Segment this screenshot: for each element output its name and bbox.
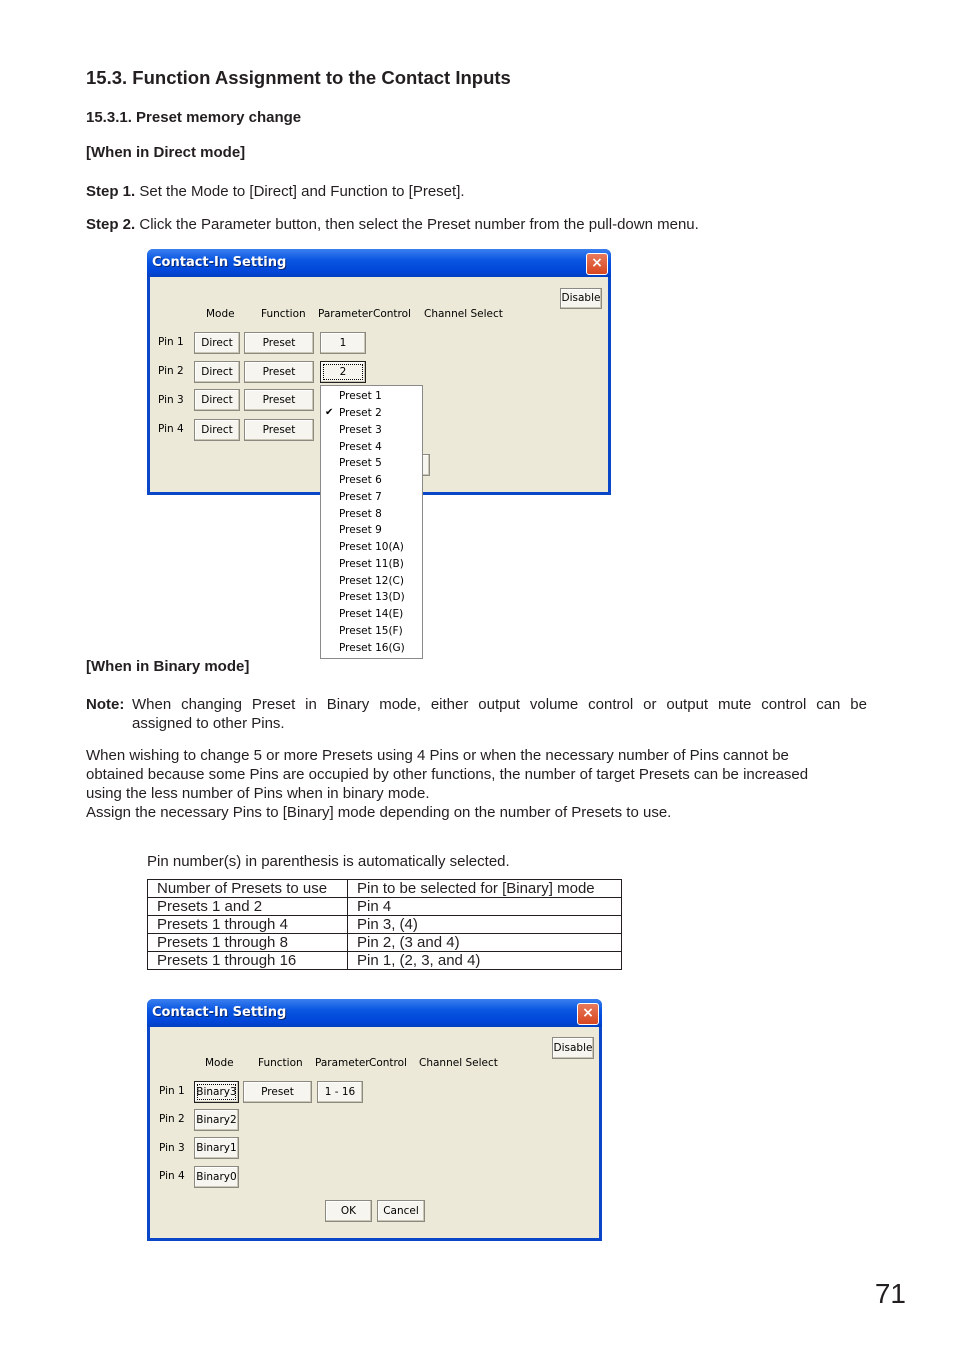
pin-4-label: Pin 4 — [159, 1170, 185, 1182]
cancel-button[interactable]: Cancel — [377, 1200, 425, 1222]
header-mode: Mode — [206, 308, 235, 320]
pin-3-mode-button[interactable]: Direct — [194, 389, 240, 411]
pin-4-function-button[interactable]: Preset — [244, 419, 314, 441]
title-bar — [147, 249, 611, 277]
table-cell: Presets 1 through 4 — [148, 916, 348, 934]
pin-2-parameter-button[interactable]: 2 — [320, 361, 366, 383]
para-line-2: obtained because some Pins are occupied by other functions, the number of target Presets can be increased — [86, 766, 809, 783]
table-cell: Pin 2, (3 and 4) — [348, 934, 622, 952]
header-parameter: Parameter — [315, 1057, 370, 1069]
table-row — [148, 916, 622, 934]
header-control: Control — [369, 1057, 407, 1069]
pin-1-parameter-button[interactable]: 1 - 16 — [317, 1081, 363, 1103]
note-line-2: assigned to other Pins. — [132, 715, 285, 732]
check-icon: ✔ — [325, 407, 334, 418]
page-number: 71 — [874, 1278, 906, 1309]
menu-item-preset-7[interactable]: Preset 7 — [339, 491, 382, 503]
menu-item-preset-9[interactable]: Preset 9 — [339, 524, 382, 536]
title-bar — [147, 999, 602, 1027]
close-icon[interactable]: × — [577, 1003, 599, 1025]
pin-3-label: Pin 3 — [159, 1142, 185, 1154]
para-line-4: Assign the necessary Pins to [Binary] mode depending on the number of Presets to use. — [86, 804, 672, 821]
header-parameter: Parameter — [318, 308, 373, 320]
menu-item-preset-1[interactable]: Preset 1 — [339, 390, 382, 402]
menu-item-preset-13[interactable]: Preset 13(D) — [339, 591, 405, 603]
step-2 — [86, 215, 699, 234]
step-2-text: Click the Parameter button, then select the Preset number from the pull-down menu. — [139, 216, 699, 233]
header-function: Function — [261, 308, 306, 320]
pin-2-label: Pin 2 — [158, 365, 184, 377]
menu-item-preset-5[interactable]: Preset 5 — [339, 457, 382, 469]
pin-1-function-button[interactable]: Preset — [244, 332, 314, 354]
binary-explanation — [86, 746, 867, 822]
dialog-title: Contact-In Setting — [152, 255, 287, 270]
header-function: Function — [258, 1057, 303, 1069]
menu-item-preset-12[interactable]: Preset 12(C) — [339, 575, 404, 587]
note-line-1: When changing Preset in Binary mode, either output volume control or output mute control can be — [132, 696, 867, 713]
pin-1-label: Pin 1 — [159, 1085, 185, 1097]
menu-item-preset-16[interactable]: Preset 16(G) — [339, 642, 405, 654]
table-cell: Presets 1 through 16 — [148, 952, 348, 970]
pin-4-label: Pin 4 — [158, 423, 184, 435]
menu-item-preset-11[interactable]: Preset 11(B) — [339, 558, 404, 570]
table-cell: Presets 1 and 2 — [148, 898, 348, 916]
table-cell: Pin 3, (4) — [348, 916, 622, 934]
pin-4-mode-button[interactable]: Direct — [194, 419, 240, 441]
pin-4-mode-button[interactable]: Binary0 — [194, 1166, 239, 1188]
pin-1-label: Pin 1 — [158, 336, 184, 348]
pin-3-mode-button[interactable]: Binary1 — [194, 1137, 239, 1159]
subsection-title: 15.3.1. Preset memory change — [86, 109, 302, 126]
pin-1-function-button[interactable]: Preset — [243, 1081, 312, 1103]
menu-item-preset-15[interactable]: Preset 15(F) — [339, 625, 403, 637]
para-line-1: When wishing to change 5 or more Presets using 4 Pins or when the necessary number of Pins cannot be — [86, 747, 789, 764]
pin-2-mode-button[interactable]: Direct — [194, 361, 240, 383]
close-icon[interactable]: × — [586, 253, 608, 275]
binary-mode-heading: [When in Binary mode] — [86, 658, 250, 675]
menu-item-preset-4[interactable]: Preset 4 — [339, 441, 382, 453]
note — [86, 695, 867, 732]
pin-3-function-button[interactable]: Preset — [244, 389, 314, 411]
section-title: 15.3. Function Assignment to the Contact Inputs — [86, 67, 511, 88]
table-row — [148, 898, 622, 916]
preset-dropdown-menu — [320, 385, 423, 659]
table-cell: Presets 1 through 8 — [148, 934, 348, 952]
direct-mode-heading: [When in Direct mode] — [86, 144, 246, 161]
dialog-body — [150, 1027, 599, 1238]
header-channel-select: Channel Select — [424, 308, 503, 320]
menu-item-preset-14[interactable]: Preset 14(E) — [339, 608, 404, 620]
pin-3-label: Pin 3 — [158, 394, 184, 406]
dialog-title: Contact-In Setting — [152, 1005, 287, 1020]
menu-item-preset-6[interactable]: Preset 6 — [339, 474, 382, 486]
note-label: Note: — [86, 696, 125, 713]
header-control: Control — [373, 308, 411, 320]
step-1 — [86, 182, 465, 201]
pin-1-mode-button[interactable]: Binary3 — [194, 1081, 239, 1103]
table-row — [148, 934, 622, 952]
header-channel-select: Channel Select — [419, 1057, 498, 1069]
table-header-row — [148, 880, 622, 898]
pin-2-function-button[interactable]: Preset — [244, 361, 314, 383]
table-cell: Pin 4 — [348, 898, 622, 916]
menu-item-preset-8[interactable]: Preset 8 — [339, 508, 382, 520]
menu-item-preset-3[interactable]: Preset 3 — [339, 424, 382, 436]
pin-1-parameter-button[interactable]: 1 — [320, 332, 366, 354]
table-cell: Pin 1, (2, 3, and 4) — [348, 952, 622, 970]
table-caption: Pin number(s) in parenthesis is automatically selected. — [147, 853, 510, 870]
pin-2-label: Pin 2 — [159, 1113, 185, 1125]
header-mode: Mode — [205, 1057, 234, 1069]
para-line-3: using the less number of Pins when in binary mode. — [86, 785, 430, 802]
table-header-cell: Number of Presets to use — [148, 880, 348, 898]
pin-2-mode-button[interactable]: Binary2 — [194, 1109, 239, 1131]
binary-pin-table — [147, 879, 622, 970]
step-1-label: Step 1. — [86, 183, 136, 200]
ok-button[interactable]: OK — [325, 1200, 372, 1222]
table-row — [148, 952, 622, 970]
disable-button[interactable]: Disable — [552, 1037, 594, 1059]
pin-1-mode-button[interactable]: Direct — [194, 332, 240, 354]
contact-in-dialog-binary — [147, 999, 602, 1241]
table-header-cell: Pin to be selected for [Binary] mode — [348, 880, 622, 898]
step-2-label: Step 2. — [86, 216, 136, 233]
menu-item-preset-10[interactable]: Preset 10(A) — [339, 541, 404, 553]
menu-item-preset-2[interactable]: Preset 2 — [339, 407, 382, 419]
step-1-text: Set the Mode to [Direct] and Function to [Preset]. — [139, 183, 465, 200]
disable-button[interactable]: Disable — [560, 288, 602, 309]
